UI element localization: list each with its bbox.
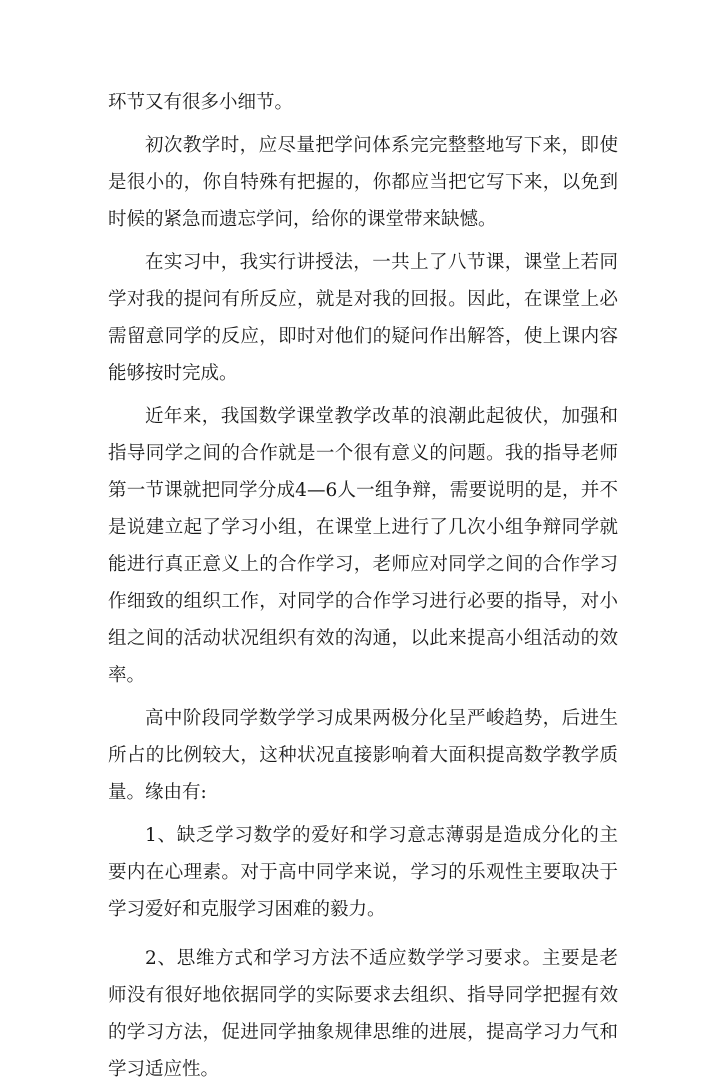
paragraph-continuation: 环节又有很多小细节。 (108, 92, 294, 113)
paragraph-reason-1: 1、缺乏学习数学的爱好和学习意志薄弱是造成分化的主要内在心理素。对于高中同学来说，学习的乐观性主要取决于学习爱好和克服学习困难的毅力。 (108, 825, 618, 920)
paragraph-polarization: 高中阶段同学数学学习成果两极分化呈严峻趋势，后进生所占的比例较大，这种状况直接影响着大面积提高数学教学质量。缘由有: (108, 708, 618, 803)
paragraph-cooperative-learning: 近年来，我国数学课堂教学改革的浪潮此起彼伏，加强和指导同学之间的合作就是一个很有意义的问题。我的指导老师第一节课就把同学分成4—6人一组争辩，需要说明的是，并不是说建立起了学习小组，在课堂上进行了几次小组争辩同学就能进行真正意义上的合作学习，老师应对同学之间的合作学习作细致的组织工作，对同学的合作学习进行必要的指导，对小组之间的活动状况组织有效的沟通，以此来提高小组活动的效率。 (108, 406, 618, 686)
paragraph-teaching-notes: 初次教学时，应尽量把学问体系完完整整地写下来，即使是很小的，你自特殊有把握的，你都应当把它写下来，以免到时候的紧急而遗忘学问，给你的课堂带来缺憾。 (108, 135, 618, 230)
paragraph-internship-lecture: 在实习中，我实行讲授法，一共上了八节课，课堂上若同学对我的提问有所反应，就是对我的回报。因此，在课堂上必需留意同学的反应，即时对他们的疑问作出解答，使上课内容能够按时完成。 (108, 252, 618, 384)
document-body (108, 84, 618, 1088)
paragraph-reason-2: 2、思维方式和学习方法不适应数学学习要求。主要是老师没有很好地依据同学的实际要求去组织、指导同学把握有效的学习方法，促进同学抽象规律思维的进展，提高学习力气和学习适应性。 (108, 948, 618, 1080)
